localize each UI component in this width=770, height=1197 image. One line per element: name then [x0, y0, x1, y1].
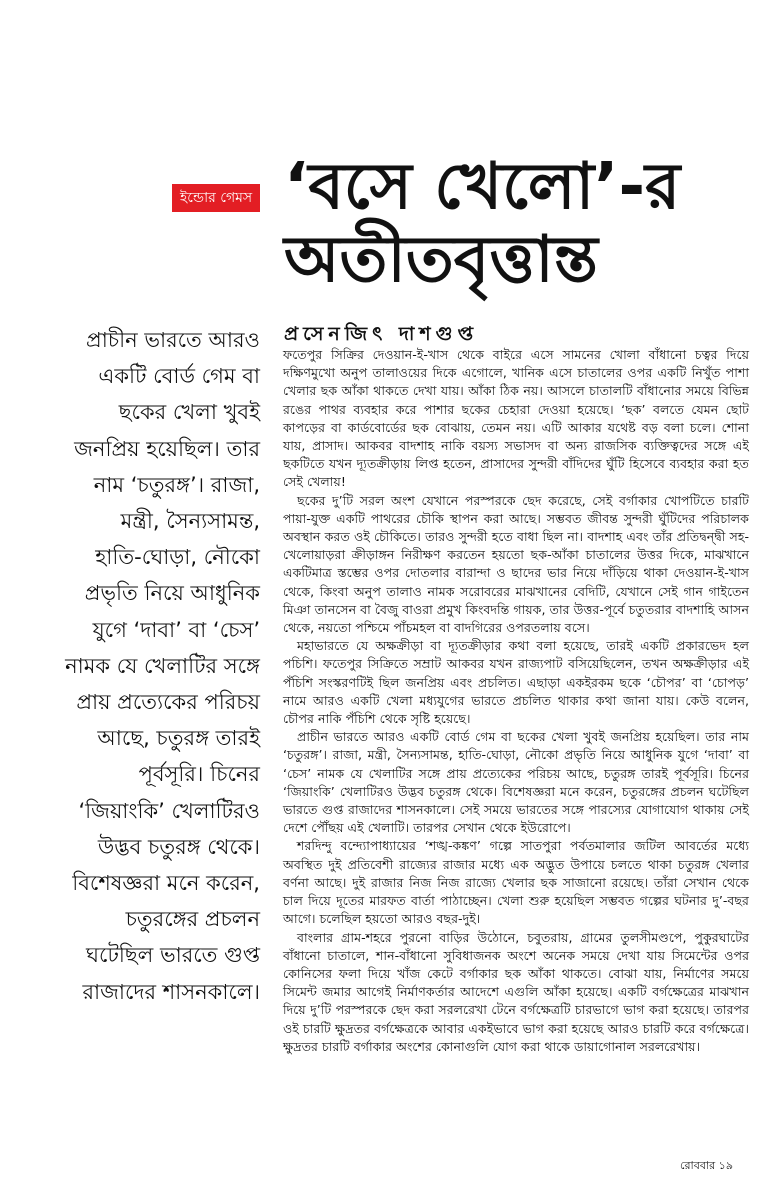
pull-quote-line: প্রাচীন ভারতে আরও: [86, 328, 260, 352]
pull-quote-line: পূর্বসূরি। চিনের: [138, 762, 260, 787]
pull-quote-line: জনপ্রিয় হয়েছিল। তার: [74, 436, 260, 461]
pull-quote-line: বিশেষজ্ঞরা মনে করেন,: [72, 871, 260, 896]
body-paragraph: ফতেপুর সিক্রির দেওয়ান-ই-খাস থেকে বাইরে এসে সামনের খোলা বাঁধানো চত্বর দিয়ে দক্ষিণমুখো অনুপ তালাওয়ের দিকে এগোলে, খানিক এসে চাতালের ওপর একটি নিখুঁত পাশা খেলার ছক আঁকা থাকতে দেখা যায়। আঁকা ঠিক নয়। আসলে চাতালটি বাঁধানোর সময়ে বিভিন্ন রঙের পাথর ব্যবহার করে পাশার ছকের চেহারা দেওয়া হয়েছে। ‘ছক’ বলতে যেমন ছোট কাপড়ের বা কার্ডবোর্ডের ছক বোঝায়, তেমন নয়। এটি আকার যথেষ্ট বড় বলা চলে। শোনা যায়, প্রাসাদ। আকবর বাদশাহ নাকি বয়স্য সভাসদ বা অন্য রাজসিক ব্যক্তিত্বদের সঙ্গে এই ছকটিতে যখন দ্যূতক্রীড়ায় লিপ্ত হতেন, প্রাসাদের সুন্দরী বাঁদিদের ঘুঁটি হিসেবে ব্যবহার করা হত সেই খেলায়!: [283, 347, 749, 490]
article-body: [283, 346, 749, 1056]
body-paragraph: ছকের দু’টি সরল অংশ যেখানে পরস্পরকে ছেদ করেছে, সেই বর্গাকার খোপটিতে চারটি পায়া-যুক্ত একটি পাথরের চৌকি স্থাপন করা আছে। সম্ভবত জীবন্ত সুন্দরী ঘুঁটিদের পরিচালক অবস্থান করত ওই চৌকিতে। তারও সুন্দরী হতে বাধা ছিল না। বাদশাহ এবং তাঁর প্রতিদ্বন্দ্বী সহ-খেলোয়াড়রা ক্রীড়াঙ্গন নিরীক্ষণ করতেন হয়তো ছক-আঁকা চাতালের উত্তর দিকে, মাঝখানে একটিমাত্র স্তম্ভের ওপর দোতলার বারান্দা ও ছাদের ভার নিয়ে দাঁড়িয়ে থাকা দেওয়ান-ই-খাস থেকে, কিংবা অনুপ তালাও নামক সরোবরের মাঝখানের বেদিটি, যেখানে সেই গান গাইতেন মিঞা তানসেন বা বৈজু বাওরা প্রমুখ কিংবদন্তি গায়ক, তার উত্তর-পূর্বে চতুতরার বাদশাহি আসন থেকে, নয়তো পশ্চিমে পাঁচমহল বা বাদগিরের ওপরতলায় বসে।: [283, 492, 749, 636]
pull-quote-line: উদ্ভব চতুরঙ্গ থেকে।: [97, 834, 260, 859]
pull-quote-line: প্রায় প্রত্যেকের পরিচয়: [76, 690, 260, 715]
body-paragraph: শরদিন্দু বন্দ্যোপাধ্যায়ের ‘শঙ্খ-কঙ্কণ’ গল্পে সাতপুরা পর্বতমালার জটিল আবর্তের মধ্যে অবস্থিত দুই প্রতিবেশী রাজ্যের রাজার মধ্যে এক অদ্ভুত উপায়ে চলতে থাকা চতুরঙ্গ খেলার বর্ণনা আছে। দুই রাজার নিজ নিজ রাজ্যে খেলার ছক সাজানো রয়েছে। তাঁরা সেখান থেকে চাল দিয়ে দূতের মারফত বার্তা পাঠাচ্ছেন। খেলা শুরু হয়েছিল সম্ভবত গল্পের ঘটনার দু’-বছর আগে। চলেছিল হয়তো আরও বছর-দুই।: [283, 838, 749, 927]
pull-quote-line: ‘জিয়াংকি’ খেলাটিরও: [78, 798, 260, 823]
pull-quote: [12, 322, 260, 1010]
pull-quote-line: হাতি-ঘোড়া, নৌকো: [95, 545, 260, 570]
pull-quote-line: যুগে ‘দাবা’ বা ‘চেস’: [92, 617, 260, 642]
pull-quote-line: চতুরঙ্গের প্রচলন: [125, 907, 260, 932]
page-footer: রোববার ১৯: [680, 1159, 733, 1172]
pull-quote-line: রাজাদের শাসনকালে।: [82, 979, 260, 1004]
pull-quote-line: নাম ‘চতুরঙ্গ’। রাজা,: [93, 472, 260, 497]
body-paragraph: প্রাচীন ভারতে আরও একটি বোর্ড গেম বা ছকের খেলা খুবই জনপ্রিয় হয়েছিল। তার নাম ‘চতুরঙ্গ’। রাজা, মন্ত্রী, সৈন্যসামন্ত, হাতি-ঘোড়া, নৌকো প্রভৃতি নিয়ে আধুনিক যুগে ‘দাবা’ বা ‘চেস’ নামক যে খেলাটির সঙ্গে প্রায় প্রত্যেকের পরিচয় আছে, চতুরঙ্গ তারই পূর্বসূরি। চিনের ‘জিয়াংকি’ খেলাটিরও উদ্ভব চতুরঙ্গ থেকে। বিশেষজ্ঞরা মনে করেন, চতুরঙ্গের প্রচলন ঘটেছিল ভারতে গুপ্ত রাজাদের শাসনকালে। সেই সময়ে ভারতের সঙ্গে পারস্যের যোগাযোগ থাকায় সেই দেশে পৌঁছয় এই খেলাটি। তারপর সেখান থেকে ইউরোপে।: [283, 729, 749, 836]
pull-quote-line: নামক যে খেলাটির সঙ্গে: [65, 653, 260, 678]
body-paragraph: বাংলার গ্রাম-শহরে পুরনো বাড়ির উঠোনে, চবুতরায়, গ্রামের তুলসীমণ্ডপে, পুকুরঘাটের বাঁধানো চাতালে, শান-বাঁধানো সুবিধাজনক অংশে অনেক সময়ে দেখা যায় সিমেন্টের ওপর কোনিসের ফলা দিয়ে খাঁজ কেটে বর্গাকার ছক আঁকা থাকতে। বোঝা যায়, নির্মাণের সময়ে সিমেন্ট জমার আগেই নির্মাণকর্তার আদেশে এগুলি আঁকা হয়েছে। একটি বর্গক্ষেত্রের মাঝখান দিয়ে দু’টি পরস্পরকে ছেদ করা সরলরেখা টেনে বর্গক্ষেত্রটি চারভাগে ভাগ করা হয়েছে। তারপর ওই চারটি ক্ষুদ্রতর বর্গক্ষেত্রকে আবার একইভাবে ভাগ করা হয়েছে আরও চারটি করে বর্গক্ষেত্রে। ক্ষুদ্রতর চারটি বর্গাকার অংশের কোনাগুলি যোগ করা থাকে ডায়াগোনাল সরলরেখায়।: [283, 929, 749, 1054]
body-paragraph: মহাভারতে যে অক্ষক্রীড়া বা দ্যূতক্রীড়ার কথা বলা হয়েছে, তারই একটি প্রকারভেদ হল পচিশি। ফতেপুর সিক্রিতে সম্রাট আকবর যখন রাজ্যপাট বসিয়েছিলেন, তখন অক্ষক্রীড়ার এই পঁচিশি সংস্করণটিই ছিল জনপ্রিয় এবং প্রচলিত। এছাড়া একইরকম ছকে ‘চৌপর’ বা ‘চোপড়’ নামে আরও একটি খেলা মধ্যযুগের ভারতে প্রচলিত থাকার কথা জানা যায়। কেউ বলেন, চৌপর নাকি পঁচিশি থেকে সৃষ্টি হয়েছে।: [283, 638, 749, 727]
headline-line-2: অতীতবৃত্তান্ত: [284, 223, 598, 297]
pull-quote-line: প্রভৃতি নিয়ে আধুনিক: [84, 581, 260, 606]
pull-quote-line: একটি বোর্ড গেম বা: [98, 364, 260, 389]
pull-quote-line: ছকের খেলা খুবই: [118, 400, 260, 425]
headline-line-1: ‘বসে খেলো’-র: [284, 150, 681, 224]
section-tag: ইন্ডোর গেমস: [172, 184, 260, 212]
pull-quote-line: ঘটেছিল ভারতে গুপ্ত: [86, 943, 260, 968]
pull-quote-line: আছে, চতুরঙ্গ তারই: [97, 726, 260, 751]
author-byline: প্রসেনজিৎ দাশগুপ্ত: [284, 323, 479, 345]
pull-quote-line: মন্ত্রী, সৈন্যসামন্ত,: [120, 509, 260, 534]
